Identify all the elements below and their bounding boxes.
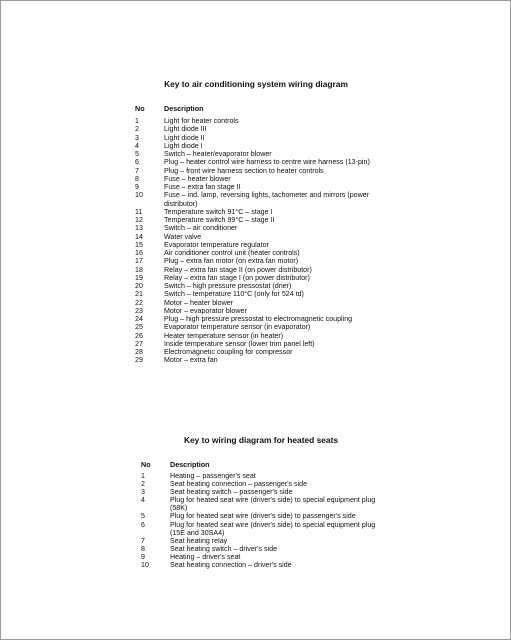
ac-key-row	[135, 257, 375, 265]
ac-key-row	[135, 134, 375, 142]
ac-key-row-description: Evaporator temperature regulator	[164, 240, 269, 249]
seat-key-row-number: 7	[141, 536, 145, 545]
ac-key-row-number: 6	[135, 158, 139, 167]
ac-key-row-description: Air conditioner control unit (heater controls)	[164, 249, 300, 257]
seat-key-row-number: 10	[141, 561, 149, 570]
ac-key-row-number: 14	[135, 232, 143, 241]
ac-key-row	[135, 348, 375, 356]
seat-key-list	[141, 472, 381, 569]
ac-key-row-description: Evaporator temperature sensor (in evaporator)	[164, 323, 311, 332]
ac-key-col-desc: Description	[164, 104, 204, 113]
ac-key-row	[135, 117, 375, 125]
ac-key-row	[135, 299, 375, 307]
ac-key-row-number: 21	[135, 290, 143, 299]
ac-key-section	[135, 79, 375, 365]
ac-key-row-number: 26	[135, 331, 143, 340]
ac-key-row	[135, 323, 375, 331]
seat-key-row-number: 8	[141, 544, 145, 553]
ac-key-row-number: 23	[135, 306, 143, 315]
ac-key-row-number: 22	[135, 298, 143, 307]
ac-key-row-description: Switch – heater/evaporator blower	[164, 150, 272, 158]
ac-key-row-number: 9	[135, 183, 139, 191]
ac-key-row	[135, 340, 375, 348]
seat-key-row	[141, 521, 381, 537]
ac-key-row	[135, 125, 375, 133]
ac-key-row-number: 29	[135, 356, 143, 365]
ac-key-row	[135, 241, 375, 249]
ac-key-row-number: 15	[135, 240, 143, 249]
seat-key-row-description: Seat heating connection – driver's side	[170, 561, 292, 570]
ac-key-row-description: Plug – high pressure pressostat to electromagnetic coupling	[164, 315, 353, 323]
ac-key-row	[135, 216, 375, 224]
ac-key-row-number: 25	[135, 323, 143, 332]
seat-key-title: Key to wiring diagram for heated seats	[183, 435, 339, 445]
ac-key-row	[135, 356, 375, 364]
ac-key-row	[135, 183, 375, 191]
seat-key-row	[141, 480, 381, 488]
ac-key-row-description: Plug – front wire harness section to heater controls	[164, 166, 324, 175]
ac-key-row-number: 11	[135, 207, 143, 216]
seat-key-row-number: 4	[141, 496, 145, 505]
ac-key-row-number: 19	[135, 273, 143, 282]
ac-key-row-number: 4	[135, 141, 139, 150]
ac-key-row-description: Inside temperature sensor (lower trim panel left)	[164, 339, 315, 348]
ac-key-row	[135, 332, 375, 340]
ac-key-row	[135, 274, 375, 282]
ac-key-row-number: 27	[135, 339, 143, 348]
seat-key-row	[141, 472, 381, 480]
seat-key-row-number: 3	[141, 488, 145, 497]
ac-key-row	[135, 266, 375, 274]
seat-key-row-number: 2	[141, 480, 145, 489]
seat-key-row-description: Seat heating relay	[170, 536, 228, 545]
ac-key-row-description: Plug – heater control wire harness to centre wire harness (13-pin)	[164, 158, 370, 167]
ac-key-row-number: 7	[135, 166, 139, 175]
ac-key-row-description: Fuse – ind. lamp, reversing lights, tachometer and mirrors (power distributor)	[164, 191, 370, 208]
ac-key-row-number: 18	[135, 265, 143, 274]
seat-key-col-desc: Description	[170, 460, 210, 469]
ac-key-row	[135, 167, 375, 175]
ac-key-row-number: 8	[135, 174, 139, 183]
seat-key-row-description: Heating – driver's seat	[170, 552, 241, 561]
ac-key-row	[135, 224, 375, 232]
ac-key-row-description: Fuse – extra fan stage II	[164, 183, 241, 191]
ac-key-row-description: Switch – temperature 110°C (only for 524 td)	[164, 290, 304, 299]
ac-key-row-description: Relay – extra fan stage I (on power distributor)	[164, 273, 310, 282]
seat-key-row	[141, 488, 381, 496]
ac-key-row-description: Fuse – heater blower	[164, 174, 231, 183]
seat-key-row-description: Seat heating switch – driver's side	[170, 544, 278, 553]
seat-key-row	[141, 553, 381, 561]
ac-key-row	[135, 142, 375, 150]
seat-key-row-description: Seat heating connection – passenger's side	[170, 480, 308, 489]
ac-key-row-description: Water valve	[164, 232, 202, 241]
ac-key-row	[135, 150, 375, 158]
seat-key-row-description: Plug for heated seat wire (driver's side) to passenger's side	[170, 512, 356, 521]
seat-key-row-number: 6	[141, 520, 145, 529]
ac-key-row-description: Temperature switch 91°C – stage I	[164, 207, 273, 216]
seat-key-row	[141, 545, 381, 553]
seat-key-row-number: 5	[141, 512, 145, 521]
seat-key-row-description: Seat heating switch – passenger's side	[170, 488, 293, 497]
ac-key-row	[135, 233, 375, 241]
seat-key-row-description: Heating – passenger's seat	[170, 472, 256, 480]
ac-key-row	[135, 208, 375, 216]
ac-key-header	[135, 104, 375, 113]
ac-key-row-number: 17	[135, 257, 143, 266]
ac-key-row-description: Motor – evaporator blower	[164, 306, 247, 315]
ac-key-row-description: Switch – air conditioner	[164, 224, 238, 233]
ac-key-row-number: 16	[135, 249, 143, 257]
ac-key-row-number: 24	[135, 315, 143, 323]
ac-key-row-number: 2	[135, 125, 139, 134]
seat-key-header	[141, 460, 381, 469]
ac-key-row	[135, 249, 375, 257]
ac-key-row	[135, 191, 375, 208]
seat-key-row	[141, 561, 381, 569]
ac-key-col-no: No	[135, 104, 145, 113]
ac-key-row-number: 13	[135, 224, 143, 233]
ac-key-row-description: Light diode I	[164, 141, 203, 150]
ac-key-row	[135, 158, 375, 166]
ac-key-row	[135, 307, 375, 315]
seat-key-section	[141, 435, 381, 569]
ac-key-row-description: Temperature switch 99°C – stage II	[164, 216, 275, 224]
ac-key-row-description: Electromagnetic coupling for compressor	[164, 348, 293, 356]
ac-key-row-description: Light for heater controls	[164, 117, 239, 125]
ac-key-row	[135, 315, 375, 323]
ac-key-row-number: 5	[135, 150, 139, 158]
ac-key-row-description: Motor – heater blower	[164, 298, 234, 307]
ac-key-row-number: 12	[135, 216, 143, 224]
seat-key-row-number: 9	[141, 552, 145, 561]
ac-key-row	[135, 282, 375, 290]
ac-key-title: Key to air conditioning system wiring diagram	[164, 79, 348, 89]
seat-key-row	[141, 537, 381, 545]
ac-key-row	[135, 290, 375, 298]
seat-key-row-description: Plug for heated seat wire (driver's side) to special equipment plug (15E and 30SA4)	[170, 520, 376, 537]
seat-key-row-description: Plug for heated seat wire (driver's side) to special equipment plug (58K)	[170, 496, 376, 513]
ac-key-row-description: Light diode III	[164, 125, 207, 134]
ac-key-row	[135, 175, 375, 183]
ac-key-row-description: Light diode II	[164, 133, 205, 142]
seat-key-row-number: 1	[141, 472, 145, 480]
ac-key-list	[135, 117, 375, 365]
seat-key-row	[141, 496, 381, 512]
ac-key-row-description: Motor – extra fan	[164, 356, 218, 365]
ac-key-row-description: Plug – extra fan motor (on extra fan motor)	[164, 257, 299, 266]
ac-key-row-number: 3	[135, 133, 139, 142]
seat-key-row	[141, 512, 381, 520]
ac-key-row-description: Heater temperature sensor (in heater)	[164, 331, 284, 340]
ac-key-row-description: Switch – high pressure pressostat (drier)	[164, 282, 292, 290]
ac-key-row-number: 28	[135, 348, 143, 356]
ac-key-row-number: 10	[135, 191, 143, 200]
ac-key-row-number: 20	[135, 282, 143, 290]
ac-key-row-number: 1	[135, 117, 139, 125]
ac-key-row-description: Relay – extra fan stage II (on power distributor)	[164, 265, 312, 274]
seat-key-col-no: No	[141, 460, 151, 469]
